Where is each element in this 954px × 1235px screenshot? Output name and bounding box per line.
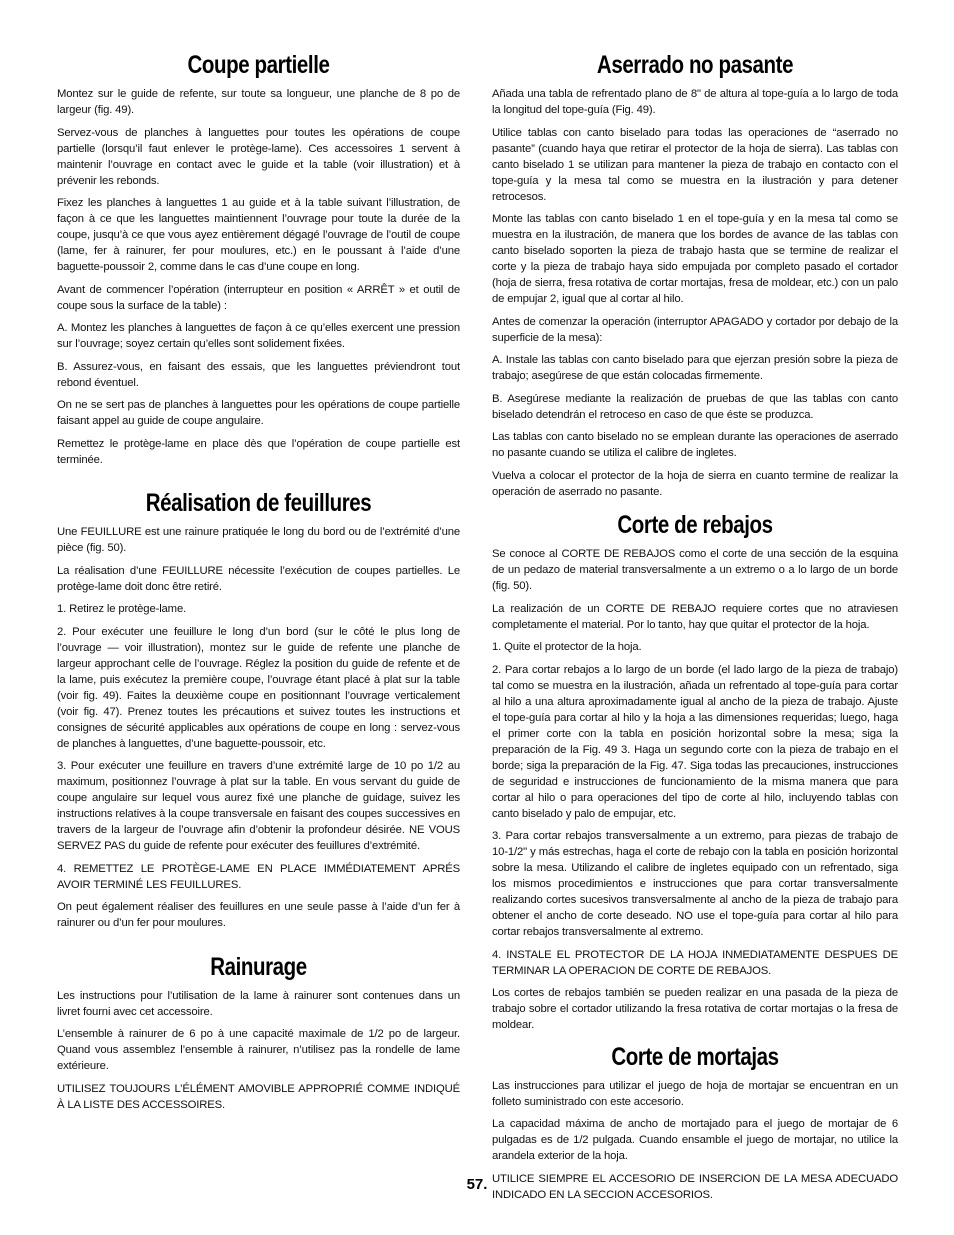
section-title-rainurage: Rainurage bbox=[210, 952, 307, 981]
left-column-french bbox=[57, 50, 460, 1119]
paragraph: A. Montez les planches à languettes de façon à ce qu’elles exercent une pression sur l’ouvrage; soyez certain qu’elles sont solidement fixées. bbox=[57, 322, 460, 350]
paragraph: 1. Retirez le protège-lame. bbox=[57, 603, 187, 615]
paragraph: A. Instale las tablas con canto biselado para que ejerzan presión sobre la pieza de trabajo; asegúrese de que están colocadas firmemente. bbox=[492, 354, 898, 382]
paragraph: Monte las tablas con canto biselado 1 en el tope-guía y en la mesa tal como se muestra en la ilustración, de manera que los bordes de avance de las tablas con canto biselado soporten la pieza de trabajo hasta que se termine de realizar el corte y la pieza de trabajo haya sido empujada por completo pasado el cortador (hoja de sierra, fresa rotativa de cortar mortajas, fresa de moldear, etc.) con un palo de empujar 2, igual que al cortar al hilo. bbox=[492, 213, 898, 305]
paragraph: Los cortes de rebajos también se pueden realizar en una pasada de la pieza de trabajo sobre el cortador utilizando la fresa rotativa de cortar mortajas o la fresa de moldear. bbox=[492, 987, 898, 1031]
paragraph: La capacidad máxima de ancho de mortajado para el juego de mortajar de 6 pulgadas es de 1/2 pulgada. Cuando ensamble el juego de mortajar, no utilice la arandela exterior de la hoja. bbox=[492, 1118, 898, 1162]
paragraph: B. Assurez-vous, en faisant des essais, que les languettes préviendront tout rebond éventuel. bbox=[57, 360, 460, 389]
paragraph: 4. REMETTEZ LE PROTÈGE-LAME EN PLACE IMMÉDIATEMENT APRÉS AVOIR TERMINÉ LES FEUILLURES. bbox=[57, 862, 460, 891]
paragraph: Antes de comenzar la operación (interruptor APAGADO y cortador por debajo de la superficie de la mesa): bbox=[492, 315, 898, 344]
section-title-coupe-partielle: Coupe partielle bbox=[187, 51, 330, 79]
paragraph: On ne se sert pas de planches à languettes pour les opérations de coupe partielle faisant appel au guide de coupe angulaire. bbox=[57, 399, 460, 427]
section-title-aserrado-no-pasante: Aserrado no pasante bbox=[596, 51, 794, 79]
paragraph: 1. Quite el protector de la hoja. bbox=[492, 641, 642, 653]
paragraph: Vuelva a colocar el protector de la hoja de sierra en cuanto termine de realizar la operación de aserrado no pasante. bbox=[492, 469, 898, 498]
paragraph: Utilice tablas con canto biselado para todas las operaciones de “aserrado no pasante” (cuando haya que retirar el protector de la hoja de sierra). Las tablas con canto biselado 1 se utilizan para mantener la pieza de trabajo en contacto con el tope-guía y la mesa tal como se muestra en la ilustración y para detener retrocesos. bbox=[492, 126, 898, 203]
section-title-feuillures: Réalisation de feuillures bbox=[145, 489, 372, 517]
paragraph: 4. INSTALE EL PROTECTOR DE LA HOJA INMEDIATAMENTE DESPUES DE TERMINAR LA OPERACION DE CORTE DE REBAJOS. bbox=[492, 948, 898, 977]
section-title-corte-de-mortajas: Corte de mortajas bbox=[611, 1042, 779, 1071]
paragraph: La realización de un CORTE DE REBAJO requiere cortes que no atraviesen completamente el material. Por lo tanto, hay que quitar el protector de la hoja. bbox=[492, 602, 898, 631]
paragraph: B. Asegúrese mediante la realización de pruebas de que las tablas con canto biselado detendrán el retroceso en caso de que éste se produzca. bbox=[492, 392, 898, 421]
paragraph: UTILICE SIEMPRE EL ACCESORIO DE INSERCION DE LA MESA ADECUADO INDICADO EN LA SECCION ACCESORIOS. bbox=[492, 1172, 898, 1201]
paragraph: Les instructions pour l’utilisation de la lame à rainurer sont contenues dans un livret fourni avec cet accessoire. bbox=[57, 989, 460, 1018]
page-number: 57. bbox=[466, 1176, 488, 1193]
paragraph: 3. Pour exécuter une feuillure en travers d’une extrémité large de 10 po 1/2 au maximum, positionnez l’ouvrage à plat sur la table. En vous servant du guide de coupe angulaire sur lequel vous aurez fixé une planche de guidage, suivez les instructions relatives à la coupe transversale en faisant des coupes successives en travers de la largeur de l’ouvrage afin d’obtenir la profondeur désirée. NE VOUS SERVEZ PAS du guide de refente pour exécuter des feuillures d’extrémité. bbox=[57, 760, 460, 852]
paragraph: Añada una tabla de refrentado plano de 8" de altura al tope-guía a lo largo de toda la longitud del tope-guía (Fig. 49). bbox=[492, 88, 898, 116]
paragraph: Une FEUILLURE est une rainure pratiquée le long du bord ou de l’extrémité d’une pièce (fig. 50). bbox=[57, 526, 460, 554]
paragraph: Se conoce al CORTE DE REBAJOS como el corte de una sección de la esquina de un pedazo de material transversalmente a un extremo o a lo largo de un borde (fig. 50). bbox=[492, 548, 898, 592]
paragraph: Fixez les planches à languettes 1 au guide et à la table suivant l’illustration, de façon à ce que les languettes maintiennent l’ouvrage pour toute la durée de la coupe, jusqu’à ce que vous ayez entièrement dégagé l’ouvrage de l’outil de coupe (lame, fer à rainurer, fer pour moulures, etc.) en le poussant à l’aide d’une baguette-poussoir 2, comme dans le cas d’une coupe en long. bbox=[57, 197, 460, 273]
paragraph: Avant de commencer l’opération (interrupteur en position « ARRÊT » et outil de coupe sous la surface de la table) : bbox=[57, 283, 460, 312]
paragraph: UTILISEZ TOUJOURS L’ÉLÉMENT AMOVIBLE APPROPRIÉ COMME INDIQUÉ À LA LISTE DES ACCESSOIRES. bbox=[57, 1082, 460, 1111]
paragraph: 2. Para cortar rebajos a lo largo de un borde (el lado largo de la pieza de trabajo) tal como se muestra en la ilustración, añada un refrentado al tope-guía para cortar al hilo a una altura aproximadamente igual al ancho de la pieza de trabajo. Ajuste el tope-guía para cortar al hilo y la hoja a las dimensiones requeridas; luego, haga el primer corte con la tabla en posición horizontal sobre la mesa; siga la preparación de la Fig. 49 3. Haga un segundo corte con la pieza de trabajo en el borde; siga la preparación de la Fig. 47. Siga todas las precauciones, instrucciones de seguridad e instrucciones de funcionamiento de la misma manera que para cortar al hilo o para operaciones del tipo de corte al hilo, incluyendo tablas con canto biselado y palo de empujar, etc. bbox=[492, 663, 898, 820]
paragraph: 2. Pour exécuter une feuillure le long d’un bord (sur le côté le plus long de l’ouvrage — voir illustration), montez sur le guide de refente une planche de largeur approchant celle de l’ouvrage. Réglez la position du guide de refente et de la lame, puis exécutez la première coupe, l’ouvrage étant placé à plat sur la table (voir fig. 49). Faites la deuxième coupe en positionnant l’ouvrage verticalement (voir fig. 47). Prenez toutes les précautions et suivez toutes les instructions et consignes de sécurité applicables aux opérations de coupe en long : servez-vous de planches à languettes, d’une baguette-poussoir, etc. bbox=[57, 625, 460, 750]
paragraph: L’ensemble à rainurer de 6 po à une capacité maximale de 1/2 po de largeur. Quand vous assemblez l’ensemble à rainurer, n’utilisez pas la rondelle de lame extérieure. bbox=[57, 1028, 460, 1072]
paragraph: Remettez le protège-lame en place dès que l’opération de coupe partielle est terminée. bbox=[57, 437, 460, 466]
right-column-spanish bbox=[492, 50, 898, 1209]
paragraph: Montez sur le guide de refente, sur toute sa longueur, une planche de 8 po de largeur (fig. 49). bbox=[57, 88, 460, 116]
paragraph: Servez-vous de planches à languettes pour toutes les opérations de coupe partielle (lorsqu’il faut enlever le protège-lame). Ces accessoires 1 servent à maintenir l’ouvrage en contact avec le guide et la table (voir illustration) et à prévenir les rebonds. bbox=[57, 126, 460, 187]
paragraph: 3. Para cortar rebajos transversalmente a un extremo, para piezas de trabajo de 10-1/2" y más estrechas, haga el corte de rebajo con la tabla en posición horizontal sobre la mesa. Utilizando el calibre de ingletes equipado con un refrentado, siga los mismos procedimientos e instrucciones que para cortar transversalmente realizando cortes sucesivos transversalmente al ancho de la pieza de trabajo para obtener el ancho de corte deseado. NO use el tope-guía para cortar al hilo para cortar rebajos transversalmente al extremo. bbox=[492, 830, 898, 938]
paragraph: On peut également réaliser des feuillures en une seule passe à l’aide d’un fer à rainurer ou d’un fer pour moulures. bbox=[57, 901, 460, 929]
paragraph: Las tablas con canto biselado no se emplean durante las operaciones de aserrado no pasante cuando se utiliza el calibre de ingletes. bbox=[492, 431, 898, 459]
paragraph: Las instrucciones para utilizar el juego de hoja de mortajar se encuentran en un folleto suministrado con este accesorio. bbox=[492, 1079, 898, 1108]
paragraph: La réalisation d’une FEUILLURE nécessite l’exécution de coupes partielles. Le protège-lame doit donc être retiré. bbox=[57, 564, 460, 593]
section-title-corte-de-rebajos: Corte de rebajos bbox=[617, 511, 773, 539]
